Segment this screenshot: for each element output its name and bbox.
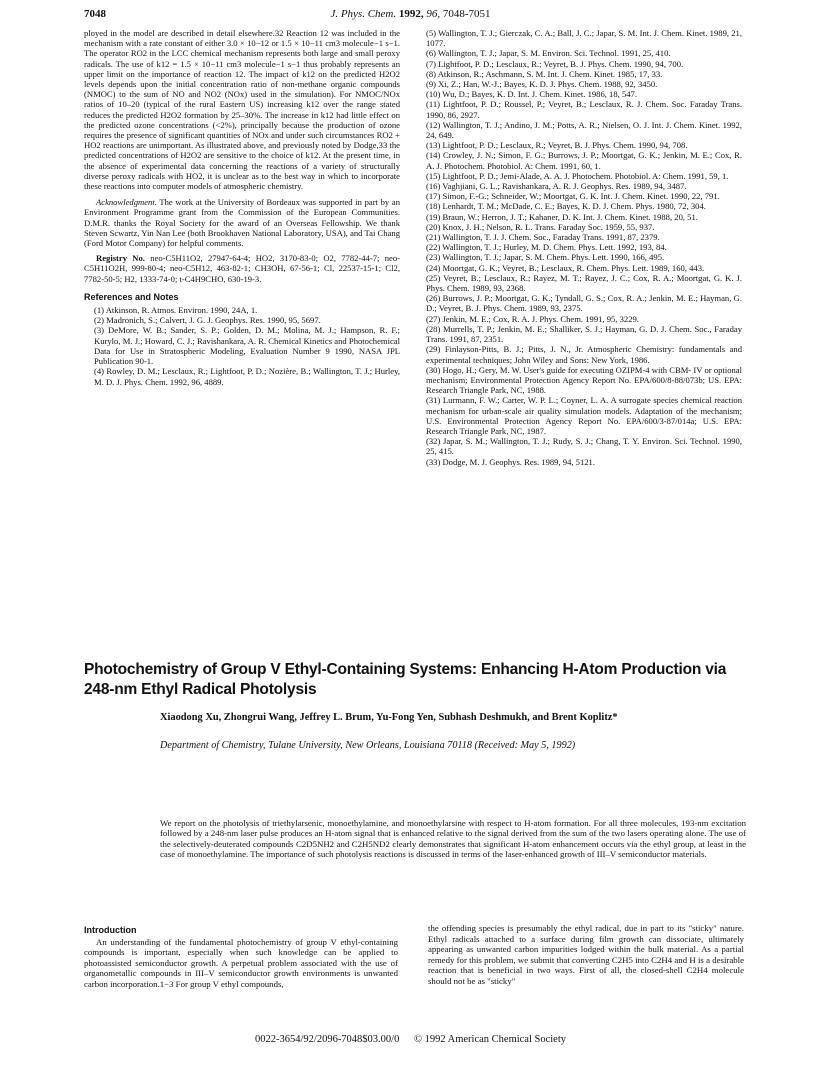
page-number: 7048 bbox=[84, 8, 106, 20]
reference-item: (21) Wallington, T. J. J. Chem. Soc., Faraday Trans. 1991, 87, 2379. bbox=[426, 232, 660, 243]
reference-item: (32) Japar, S. M.; Wallington, T. J.; Rudy, S. J.; Chang, T. Y. Environ. Sci. Technol. 1990, 25, 415. bbox=[426, 436, 742, 457]
article-code: 0022-3654/92/2096-7048$03.00/0 bbox=[254, 1034, 400, 1045]
reference-item: (29) Finlayson-Pitts, B. J.; Pitts, J. N., Jr. Atmospheric Chemistry: fundamentals and experimental techniques; John Wiley and Sons: New York, 1986. bbox=[426, 344, 742, 365]
article-affiliation: Department of Chemistry, Tulane University, New Orleans, Louisiana 70118 (Received: May 5, 1992) bbox=[160, 740, 576, 751]
reference-item: (9) Xi, Z.; Han, W.-J.; Bayes, K. D. J. Phys. Chem. 1988, 92, 3450. bbox=[426, 79, 658, 90]
introduction-text-left: An understanding of the fundamental photochemistry of group V ethyl-containing compounds is important, especially when such knowledge can be applied to photoassisted semiconductor growth. A perpetual problem associated with the use of organometallic compounds in III–V semiconductor growth environments is unwanted carbon incorporation.1−3 For group V ethyl compounds, bbox=[84, 936, 398, 989]
article-authors: Xiaodong Xu, Zhongrui Wang, Jeffrey L. Brum, Yu-Fong Yen, Subhash Deshmukh, and Brent Koplitz* bbox=[160, 712, 618, 723]
reference-item: (22) Wallington, T. J.; Hurley, M. D. Chem. Phys. Lett. 1992, 193, 84. bbox=[426, 242, 667, 253]
reference-item: (20) Knox, J. H.; Nelson, R. L. Trans. Faraday Soc. 1959, 55, 937. bbox=[426, 221, 655, 232]
reference-item: (16) Vaghjiani, G. L.; Ravishankara, A. R. J. Geophys. Res. 1989, 94, 3487. bbox=[426, 181, 687, 192]
reference-item: (8) Atkinson, R.; Aschmann, S. M. Int. J. Chem. Kinet. 1985, 17, 33. bbox=[426, 68, 663, 79]
reference-item: (5) Wallington, T. J.; Gierczak, C. A.; Ball, J. C.; Japar, S. M. Int. J. Chem. Kinet. 1989, 21, 1077. bbox=[426, 28, 742, 49]
reference-item: (27) Jenkin, M. E.; Cox, R. A. J. Phys. Chem. 1991, 95, 3229. bbox=[426, 313, 639, 324]
article-title: Photochemistry of Group V Ethyl-Containing Systems: Enhancing H-Atom Production via 248-nm Ethyl Radical Photolysis bbox=[84, 661, 727, 698]
introduction-left bbox=[84, 925, 398, 990]
registry-numbers bbox=[84, 253, 400, 284]
reference-item: (11) Lightfoot, P. D.; Roussel, P.; Veyret, B.; Lesclaux, R. J. Chem. Soc. Faraday Trans. 1990, 86, 2927. bbox=[426, 99, 742, 120]
references-left bbox=[84, 305, 400, 387]
acknowledgment-label: Acknowledgment. bbox=[96, 197, 157, 208]
journal-year: 1992, bbox=[398, 8, 424, 20]
reference-item: (12) Wallington, T. J.; Andino, J. M.; Potts, A. R.; Nielsen, O. J. Int. J. Chem. Kinet. 1992, 24, 649. bbox=[426, 119, 742, 141]
reference-item: (14) Crowley, J. N.; Simon, F. G.; Burrows, J. P.; Moortgat, G. K.; Jenkin, M. E.; Cox, R. A. J. Photochem. Photobiol. A: Chem. 1991, 60, 1. bbox=[426, 150, 742, 171]
introduction-heading: Introduction bbox=[84, 925, 137, 935]
journal-name: J. Phys. Chem. bbox=[330, 8, 397, 20]
reference-item: (31) Lurmann, F. W.; Carter, W. P. L.; Coyner, L. A. A surrogate species chemical reaction mechanism for urban-scale air quality simulation models. Adaptation of the mechanism; U.S. Environmental Protection Agency Report No. EPA/600/3-87/014a; U.S. EPA: Research Triangle Park, NC, 1987. bbox=[426, 395, 742, 436]
reference-item: (25) Veyret, B.; Lesclaux, R.; Rayez, M. T.; Rayez, J. C.; Cox, R. A.; Moortgat, G. K. J. Phys. Chem. 1989, 93, 2368. bbox=[426, 272, 742, 294]
reference-item: (24) Moortgat, G. K.; Veyret, B.; Lesclaux, R. Chem. Phys. Lett. 1989, 160, 443. bbox=[426, 262, 705, 273]
registry-text: neo-C5H11O2, 27947-64-4; HO2, 3170-83-0; O2, 7782-44-7; neo-C5H11O2H, 999-80-4; neo-C5H12, 463-82-1; CH3OH, 67-56-1; Cl, 22537-15-1; Cl2, 7782-50-5; H2, 1333-74-0; t-C4H9CHO, 630-19-3. bbox=[84, 253, 400, 284]
article-abstract: We report on the photolysis of triethylarsenic, monoethylamine, and monoethylarsine with respect to H-atom formation. For all three molecules, 193-nm excitation followed by a 248-nm laser pulse produces an H-atom signal that is enhanced relative to the signal derived from the sum of the two lasers operating alone. The use of the selectively-deuterated compounds C2D5NH2 and C2H5ND2 clearly demonstrates that significant H-atom enhancement occurs via the ethyl group, at least in the case of monoethylamine. The importance of such photolysis reactions is discussed in terms of the laser-enhanced growth of III–V semiconductor materials. bbox=[160, 818, 746, 860]
journal-volume: 96, bbox=[426, 8, 441, 20]
reference-item: (1) Atkinson, R. Atmos. Environ. 1990, 24A, 1. bbox=[94, 305, 258, 316]
journal-pages: 7048-7051 bbox=[442, 8, 491, 20]
reference-item: (33) Dodge, M. J. Geophys. Res. 1989, 94, 5121. bbox=[426, 456, 596, 467]
reference-item: (7) Lightfoot, P. D.; Lesclaux, R.; Veyret, B. J. Phys. Chem. 1990, 94, 700. bbox=[426, 58, 684, 69]
reference-item: (28) Murrells, T. P.; Jenkin, M. E.; Shalliker, S. J.; Hayman, G. D. J. Chem. Soc., Faraday Trans. 1991, 87, 2351. bbox=[426, 323, 742, 345]
reference-item: (18) Lenhardt, T. M.; McDade, C. E.; Bayes, K. D. J. Chem. Phys. 1980, 72, 304. bbox=[426, 201, 706, 212]
reference-item: (13) Lightfoot, P. D.; Lesclaux, R.; Veyret, B. J. Phys. Chem. 1990, 94, 708. bbox=[426, 140, 688, 151]
acknowledgment bbox=[84, 197, 400, 248]
reference-item: (26) Burrows, J. P.; Moortgat, G. K.; Tyndall, G. S.; Cox, R. A.; Jenkin, M. E.; Hayman, G. D.; Veyret, B. J. Phys. Chem. 1989, 93, 2375. bbox=[426, 293, 742, 314]
left-column bbox=[84, 28, 400, 387]
page-footer bbox=[0, 1034, 821, 1045]
introduction-text-right: the offending species is presumably the ethyl radical, due in part to its "sticky" nature. Ethyl radicals attached to a surface during film growth can dissociate, ultimately appearing as unwanted carbon impurities lodged within the bulk material. As a partial remedy for this problem, we submit that converting C2H5 into C2H4 and H is a desirable reaction that is beneficial in two ways. First of all, the closed-shell C2H4 molecule should not be as "sticky" bbox=[428, 923, 744, 986]
reference-item: (17) Simon, F.-G.; Schneider, W.; Moortgat, G. K. Int. J. Chem. Kinet. 1990, 22, 791. bbox=[426, 191, 720, 202]
page-header bbox=[84, 8, 737, 26]
registry-label: Registry No. bbox=[96, 253, 145, 264]
references-heading: References and Notes bbox=[84, 291, 179, 302]
right-column-references bbox=[416, 28, 742, 467]
reference-item: (2) Madronich, S.; Calvert, J. G. J. Geophys. Res. 1990, 95, 5697. bbox=[94, 315, 321, 326]
acknowledgment-text: The work at the University of Bordeaux was supported in part by an Environment Programme grant from the Commission of the European Communities. D.M.R. thanks the Royal Society for the award of an Overseas Fellowship. We thank Steven Scwartz, Yin Nan Lee (both Brookhaven National Laboratory, USA), and Tai Chang (Ford Motor Company) for helpful comments. bbox=[84, 197, 400, 249]
reference-item: (30) Hogo, H.; Gery, M. W. User's guide for executing OZIPM-4 with CBM- IV or optional mechanism; Environmental Protection Agency Report No. EPA/600/8-88/073b; US. EPA: Research Triangle Park, NC, 1988. bbox=[426, 364, 742, 396]
reference-item: (19) Braun, W.; Herron, J. T.; Kahaner, D. K. Int. J. Chem. Kinet. 1988, 20, 51. bbox=[426, 211, 698, 222]
reference-item: (3) DeMore, W. B.; Sander, S. P.; Golden, D. M.; Molina, M. J.; Hampson, R. F.; Kurylo, M. J.; Howard, C. J.; Ravishankara, A. R. Chemical Kinetics and Photochemical Data for Use in Stratospheric Modeling, Evaluation Number 9 1990, NASA JPL Publication 90-1. bbox=[94, 325, 400, 367]
journal-citation bbox=[84, 8, 737, 20]
reference-item: (4) Rowley, D. M.; Lesclaux, R.; Lightfoot, P. D.; Nozière, B.; Wallington, T. J.; Hurley, M. D. J. Phys. Chem. 1992, 96, 4889. bbox=[94, 366, 400, 387]
reference-item: (15) Lightfoot, P. D.; Jemi-Alade, A. A. J. Photochem. Photobiol. A: Chem. 1991, 59, 1. bbox=[426, 170, 729, 181]
copyright-notice: © 1992 American Chemical Society bbox=[413, 1034, 567, 1045]
reference-item: (6) Wallington, T. J.; Japar, S. M. Environ. Sci. Technol. 1991, 25, 410. bbox=[426, 48, 671, 59]
reference-item: (10) Wu, D.; Bayes, K. D. Int. J. Chem. Kinet. 1986, 18, 547. bbox=[426, 89, 637, 100]
body-paragraph: ployed in the model are described in detail elsewhere.32 Reaction 12 was included in the mechanism with a rate constant of either 3.0 × 10−12 or 1.5 × 10−11 cm3 molecule−1 s−1. The operator RO2 in the LCC chemical mechanism represents both large and small peroxy radicals. The use of k12 = 1.5 × 10−11 cm3 molecule−1 s−1 thus probably represents an upper limit on the importance of reaction 12. The impact of k12 on the predicted H2O2 levels depends upon the initial concentration ratio of non-methane organic compounds (NMOC) to the sum of NO and NO2 (NOx) used in the simulation). For NMOC/NOx ratios of 10–20 (typical of the rural Eastern US) increasing k12 over the range stated reduces the predicted H2O2 formation by 25–30%. The increase in k12 had little effect on the predicted ozone concentrations (<2%), principally because the production of ozone requires the presence of significant quantities of NOx and under such circumstances RO2 + HO2 reactions are unimportant. As illustrated above, and previously noted by Dodge,33 the predicted concentrations of H2O2 are sensitive to the choice of k12. At the present time, in the absence of experimental data concerning the reactions of a variety of structurally diverse peroxy radicals with HO2, it is unclear as to the best way in which to incorporate these reactions into computer models of atmospheric chemistry. bbox=[84, 28, 400, 192]
reference-item: (23) Wallington, T. J.; Japar, S. M. Chem. Phys. Lett. 1990, 166, 495. bbox=[426, 252, 665, 263]
